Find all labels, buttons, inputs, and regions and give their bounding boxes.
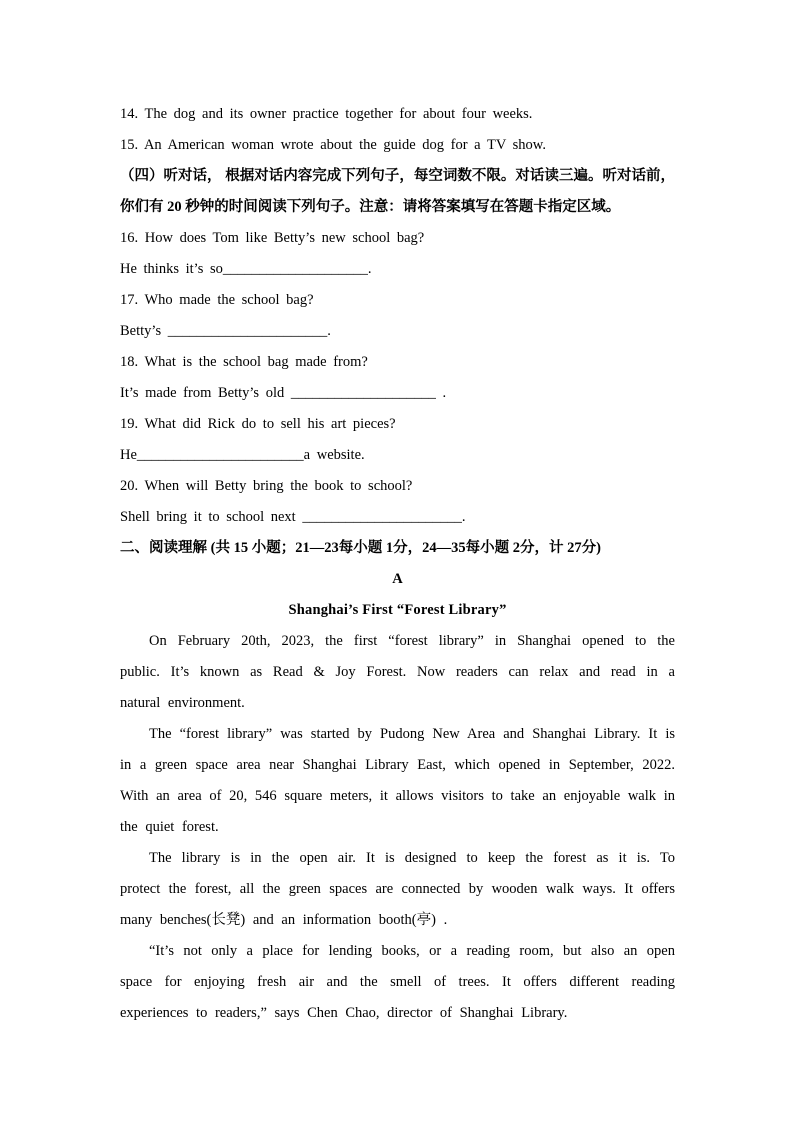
question-19-text: 19. What did Rick do to sell his art pieces? [120, 416, 396, 432]
question-17-text: 17. Who made the school bag? [120, 292, 314, 308]
question-20-text: 20. When will Betty bring the book to school? [120, 478, 413, 494]
passage-paragraph-4: “It’s not only a place for lending books, or a reading room, but also an open space for enjoying fresh air and the smell of trees. It offers different reading experiences to readers,” says Chen Chao, director of Shanghai Library. [120, 943, 675, 1021]
passage-paragraph-2: The “forest library” was started by Pudong New Area and Shanghai Library. It is in a green space area near Shanghai Library East, which opened in September, 2022. With an area of 20, 546 square meters, it allows visitors to take an enjoyable walk in the quiet forest. [120, 726, 675, 835]
question-19-answer: He_______________________a website. [120, 447, 365, 463]
reading-section-header: 二、阅读理解 (共 15 小题；21—23每小题 1分，24—35每小题 2分，计 27分) [120, 540, 601, 556]
question-20-answer: Shell bring it to school next ______________________. [120, 509, 466, 525]
question-18-text: 18. What is the school bag made from? [120, 354, 368, 370]
listening-statement-14: 14. The dog and its owner practice together for about four weeks. [120, 106, 533, 122]
passage-label: A [392, 571, 403, 587]
listening-statement-15: 15. An American woman wrote about the guide dog for a TV show. [120, 137, 546, 153]
question-16-text: 16. How does Tom like Betty’s new school bag? [120, 230, 425, 246]
question-18-answer: It’s made from Betty’s old ____________________ . [120, 385, 447, 401]
passage-title: Shanghai’s First “Forest Library” [288, 602, 507, 618]
listening-section4-instruction: （四）听对话， 根据对话内容完成下列句子，每空词数不限。对话读三遍。听对话前，你们有 20 秒钟的时间阅读下列句子。注意：请将答案填写在答题卡指定区域。 [120, 168, 675, 215]
passage-paragraph-1: On February 20th, 2023, the first “forest library” in Shanghai opened to the public. It’s known as Read & Joy Forest. Now readers can relax and read in a natural environment. [120, 633, 675, 711]
question-17-answer: Betty’s ______________________. [120, 323, 331, 339]
question-16-answer: He thinks it’s so____________________. [120, 261, 372, 277]
passage-paragraph-3: The library is in the open air. It is designed to keep the forest as it is. To protect the forest, all the green spaces are connected by wooden walk ways. It offers many benches(长凳) and an information booth(亭) . [120, 850, 675, 928]
